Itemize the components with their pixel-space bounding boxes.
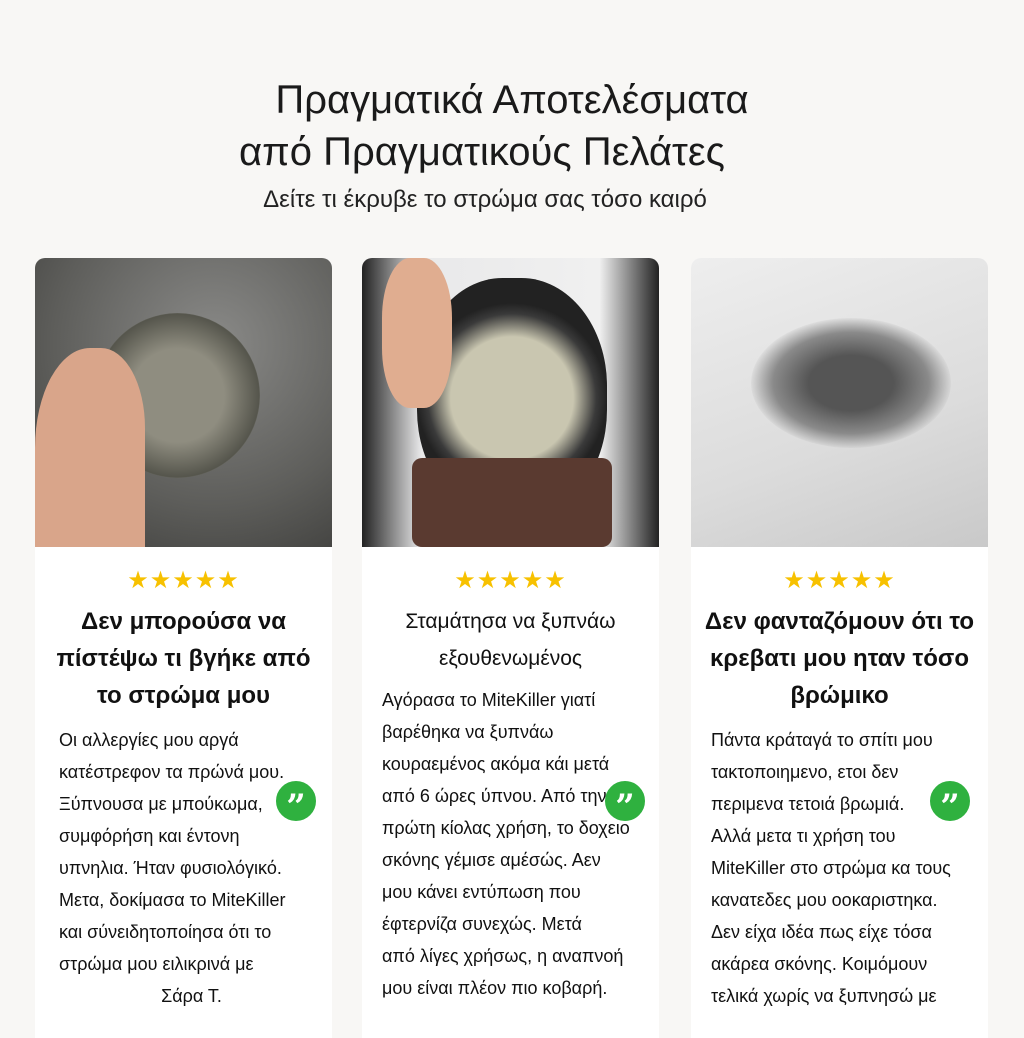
review-title: Δεν μπορούσα να πίστέψω τι βγήκε από το στρώμα μου xyxy=(56,608,311,709)
review-body: Αγόρασα το MiteKiller γιατί βαρέθηκα να ξυπνάω κουραεμένος ακόμα κάι μετά από 6 ώρες ύπνου. Από την πρώτη κίολας χρήση, το δοχειο σκόνης γέμισε αμέσώς. Αεν μου κάνει εντύπωση που έφτερνίζα συνεχώς. Μετά από λίγες χρήσως, η αναπνοή μου είναι πλέον πιο κοβαρή. xyxy=(382,690,630,998)
review-title: Σταμάτησα να ξυπνάω εξουθενωμένος xyxy=(405,610,616,670)
review-title: Δεν φανταζόμουν ότι το κρεβατι μου ηταν τόσο βρώμικο xyxy=(704,608,975,709)
review-card-2 xyxy=(362,258,659,1038)
review-body: Πάντα κράταγά το σπίτι μου τακτοποιημενο, ετοι δεν περιμενα τετοιά βρωμιά. Αλλά μετα τι χρήση του MiteKiller στο στρώμα κα τους κανατεδες μου οοκαριστηκα. Δεν είχα ιδέα πως είχε τόσα ακάρεα σκόνης. Κοιμόμουν τελικά χωρίς να ξυπνησώ με xyxy=(711,730,951,1006)
review-author: Σάρα Τ. xyxy=(161,986,222,1006)
quote-icon: ” xyxy=(273,778,319,824)
star-rating: ★★★★★ xyxy=(454,567,567,594)
review-body: Οι αλλεργίες μου αργά κατέστρεφον τα πρώνά μου. Ξύπνουσα με μπούκωμα, συμφόρήση και έντονη υπνηλια. Ήταν φυσιολόγικό. Μετα, δοκίμασα το MiteKiller και σύνειδητοποίησα ότι το στρώμα μου ειλικρινά με Σάρα Τ. xyxy=(59,724,324,1012)
review-card-1 xyxy=(35,258,332,1038)
quote-icon: ” xyxy=(927,778,973,824)
review-photo-jar xyxy=(35,258,332,547)
review-photo-dust-bin xyxy=(362,258,659,547)
quote-icon: ” xyxy=(602,778,648,824)
page-title-line2: από Πραγματικούς Πελάτες xyxy=(239,130,725,174)
page-title-line1: Πραγματικά Αποτελέσματα xyxy=(275,78,749,122)
star-rating: ★★★★★ xyxy=(127,567,240,594)
page-subtitle: Δείτε τι έκρυβε το στρώμα σας τόσο καιρό xyxy=(263,186,707,213)
review-photo-mattress-dust xyxy=(691,258,988,547)
star-rating: ★★★★★ xyxy=(783,567,896,594)
review-card-3 xyxy=(691,258,988,1038)
